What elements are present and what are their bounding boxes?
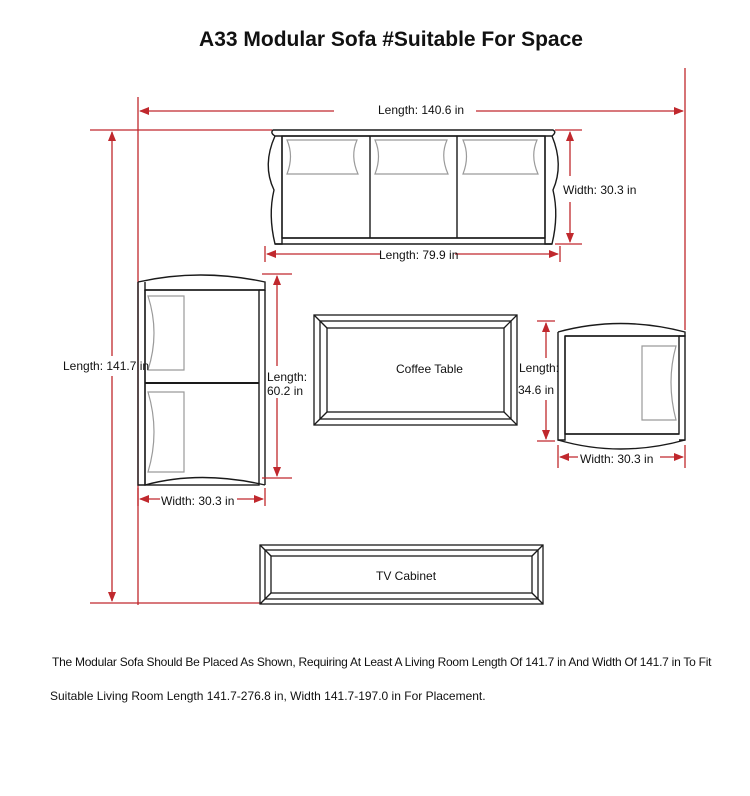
three-seat-sofa-cushions — [287, 140, 538, 174]
armchair-dimensions — [537, 321, 685, 468]
armchair-cushion — [642, 346, 676, 420]
page-title: A33 Modular Sofa #Suitable For Space — [199, 28, 583, 51]
armchair-width-label: Width: 30.3 in — [580, 452, 654, 466]
three-seat-width-label: Width: 30.3 in — [563, 183, 637, 197]
coffee-table-label: Coffee Table — [396, 362, 463, 376]
overall-length-left-label: Length: 141.7 in — [63, 359, 150, 373]
loveseat-width-label: Width: 30.3 in — [161, 494, 235, 508]
room-size-note: Suitable Living Room Length 141.7-276.8 in, Width 141.7-197.0 in For Placement. — [50, 689, 486, 703]
placement-note: The Modular Sofa Should Be Placed As Shown, Requiring At Least A Living Room Length Of 141.7 in And Width Of 141.7 in To Fit — [52, 655, 712, 669]
armchair-length-label-line1: Length: — [519, 361, 560, 375]
three-seat-sofa — [268, 130, 558, 244]
armchair — [558, 324, 685, 450]
loveseat-length-label-line1: Length: — [267, 370, 308, 384]
armchair-length-label-line2: 34.6 in — [518, 383, 555, 397]
tv-cabinet-label: TV Cabinet — [376, 569, 437, 583]
overall-length-top-label: Length: 140.6 in — [378, 103, 465, 117]
loveseat-length-label-line2: 60.2 in — [267, 384, 304, 398]
three-seat-length-label: Length: 79.9 in — [379, 248, 459, 262]
loveseat — [138, 275, 265, 485]
